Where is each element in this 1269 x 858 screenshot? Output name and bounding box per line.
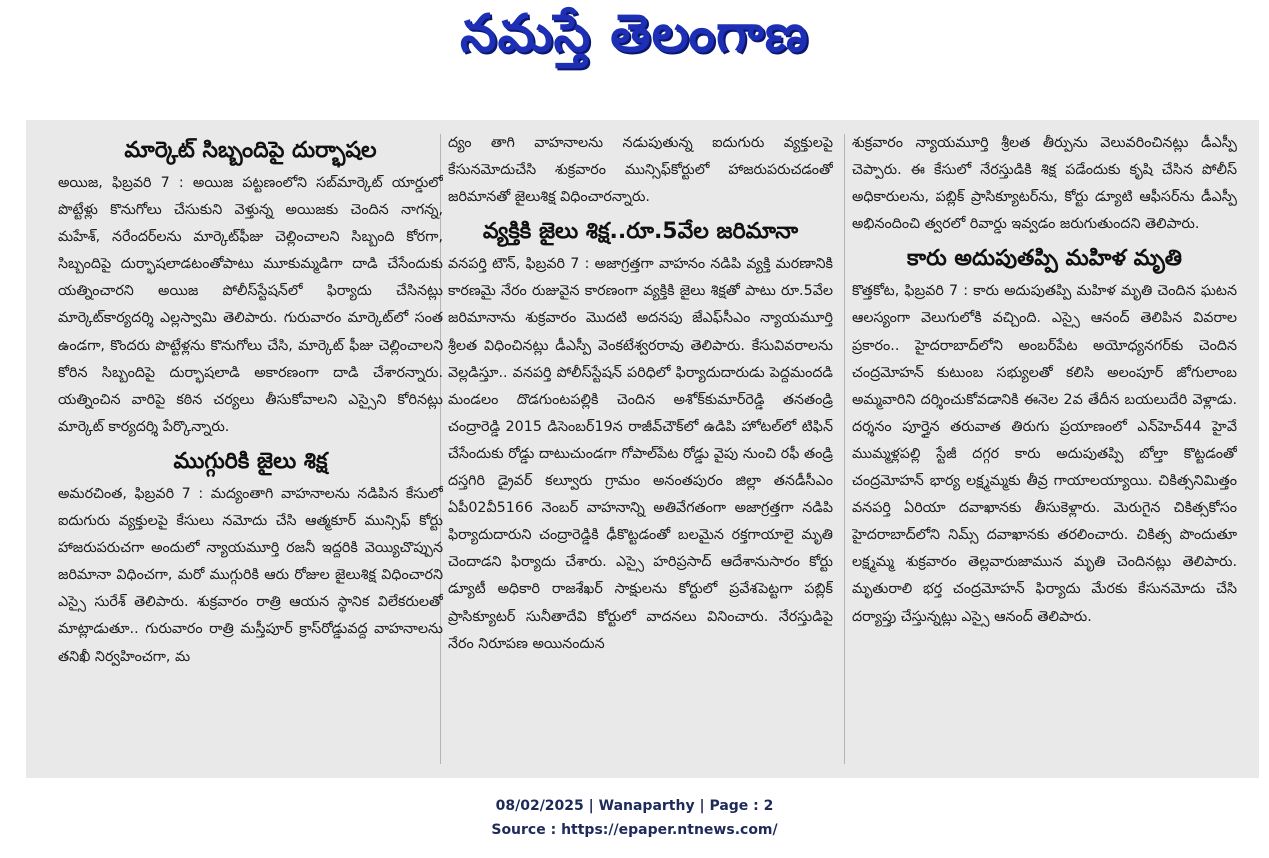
footer-edition-info: 08/02/2025 | Wanaparthy | Page : 2 bbox=[495, 798, 774, 814]
article-jail-fine-body: వనపర్తి టౌన్, ఫిబ్రవరి 7 : అజాగ్రత్తగా వాహనం నడిపి వ్యక్తి మరణానికి కారణమై నేరం రుజువైన కారణంగా వ్యక్తికి జైలు శిక్షతో పాటు రూ.5వేల జరిమానాను శుక్రవారం మొదటి అదనపు జేఎఫ్‌సీఎం న్యాయమూర్తి శ్రీలత విధించినట్లు డీఎస్పీ వెంకటేశ్వరరావు తెలిపారు. కేసువివరాలను వెల్లడిస్తూ.. వనపర్తి పోలీస్‌స్టేషన్ పరిధిలో ఫిర్యాదుదారుడు పెద్దమందడి మండలం దొడగుంటపల్లికి చెందిన అశోక్‌కుమార్‌రెడ్డి తనతండ్రి చంద్రారెడ్డి 2015 డిసెంబర్19న రాజీవ్‌చౌక్‌లో ఉడిపి హోటల్‌లో టిఫిన్ చేసేందుకు రోడ్డు దాటుచుండగా గోపాల్‌పేట రోడ్డు వైపు నుంచి రఫీ తండ్రి దస్తగిరి డ్రైవర్ కల్వూరు గ్రామం అనంతపురం జిల్లా తనడీసీఎం ఏపీ02వీ5166 నెంబర్ వాహనాన్ని అతివేగతంగా అజాగ్రత్తగా నడిపి ఫిర్యాదుదారుని చంద్రారెడ్డికి ఢీకొట్టడంతో బలమైన రక్తగాయాలై మృతి చెందాడని ఫిర్యాదు చేశారు. ఎస్సై హరిప్రసాద్ ఆదేశానుసారం కోర్టు డ్యూటీ అధికారి రాజశేఖర్ సాక్షులను కోర్టులో ప్రవేశపెట్టగా పబ్లిక్ ప్రాసిక్యూటర్ సునీతాదేవి కోర్టులో వాదనలు వినించారు. నేరస్తుడిపై నేరం నిరూపణ అయినందున bbox=[448, 256, 833, 652]
column-divider bbox=[844, 134, 845, 764]
article-market-staff-body: అయిజ, ఫిబ్రవరి 7 : అయిజ పట్టణంలోని సబ్‌మార్కెట్ యార్డులో పొట్టేళ్లు కొనుగోలు చేసుకుని వెళ్తున్న అయిజకు చెందిన నాగన్న, మహేశ్, నరేందర్‌లను మార్కెట్‌ఫీజు చెల్లించాలని సిబ్బంది కోరగా, సిబ్బందిపై దుర్భాషలాడటంతోపాటు మూకుమ్మడిగా దాడి చేసేందుకు యత్నించారని అయిజ పోలీస్‌స్టేషన్‌లో ఫిర్యాదు చేసినట్లు మార్కెట్‌కార్యదర్శి ఎల్లస్వామి తెలిపారు. గురువారం మార్కెట్‌లో సంత ఉండగా, కొందరు పొట్టేళ్లను కొనుగోలు చేసి, మార్కెట్ ఫీజు చెల్లించాలని కోరిన సిబ్బందిపై దుర్భాషలాడి అకారణంగా దాడి చేశారన్నారు. యత్నించిన వారిపై కఠిన చర్యలు తీసుకోవాలని ఎస్సైని కోరినట్లు మార్కెట్ కార్యదర్శి పేర్కొన్నారు. bbox=[58, 175, 443, 435]
footer-source-link[interactable]: Source : https://epaper.ntnews.com/ bbox=[491, 822, 778, 838]
article-car-accident-body: కొత్తకోట, ఫిబ్రవరి 7 : కారు అదుపుతప్పి మహిళ మృతి చెందిన ఘటన ఆలస్యంగా వెలుగులోకి వచ్చింది. ఎస్సై ఆనంద్ తెలిపిన వివరాల ప్రకారం.. హైదరాబాద్‌లోని అంబర్‌పేట అయోధ్యనగర్‌కు చెందిన చంద్రమోహన్ కుటుంబ సభ్యులతో కలిసి అలంపూర్ జోగులాంబ అమ్మవారిని దర్శించుకోవడానికి ఈనెల 2వ తేదీన బయలుదేరి వెళ్లాడు. దర్శనం పూర్తైన తరువాత తిరుగు ప్రయాణంలో ఎన్‌హెచ్44 హైవే ముమ్మళ్లపల్లి స్టేజీ దగ్గర కారు అదుపుతప్పి బోల్తా కొట్టడంతో చంద్రమోహన్ భార్య లక్ష్మమ్మకు తీవ్ర గాయాలయ్యాయి. చికిత్సనిమిత్తం వనపర్తి ఏరియా దవాఖానకు తీసుకెళ్లారు. మెరుగైన చికిత్సకోసం హైదరాబాద్‌లోని నిమ్స్ దవాఖానకు తరలించారు. చికిత్స పొందుతూ లక్ష్మమ్మ శుక్రవారం తెల్లవారుజామున మృతి చెందినట్లు తెలిపారు. మృతురాలి భర్త చంద్రమోహన్ ఫిర్యాదు మేరకు కేసునమోదు చేసి దర్యాప్తు చేస్తున్నట్లు ఎస్సై ఆనంద్ తెలిపారు. bbox=[852, 283, 1237, 625]
source-footer bbox=[0, 794, 1269, 842]
headline-three-jailed: ముగ్గురికి జైలు శిక్ష bbox=[173, 448, 328, 474]
column-3 bbox=[852, 130, 1237, 772]
news-clipping bbox=[26, 120, 1259, 778]
column-2 bbox=[448, 130, 833, 772]
article-three-jailed-continued: ద్యం తాగి వాహనాలను నడుపుతున్న ఐదుగురు వ్యక్తులపై కేసునమోదుచేసి శుక్రవారం మున్సిఫ్‌కోర్టులో హాజరుపరుచడంతో జరిమానతో జైలుశిక్ష విధించారన్నారు. bbox=[448, 135, 833, 206]
article-three-jailed-body: అమరచింత, ఫిబ్రవరి 7 : మద్యంతాగి వాహనాలను నడిపిన కేసులో ఐదుగురు వ్యక్తులపై కేసులు నమోదు చేసి ఆత్మకూర్ మున్సిఫ్ కోర్టు హాజరుపరుచగా అందులో న్యాయమూర్తి రజనీ ఇద్దరికి వెయ్యిచొప్పున జరిమానా విధించగా, మరో ముగ్గురికి ఆరు రోజుల జైలుశిక్ష విధించారని ఎస్సై సురేశ్ తెలిపారు. శుక్రవారం రాత్రి ఆయన స్థానిక విలేకరులతో మాట్లాడుతూ.. గురువారం రాత్రి మస్తీపూర్ క్రాస్‌రోడ్డువద్ద వాహనాలను తనిఖీ నిర్వహించగా, మ bbox=[58, 485, 443, 665]
headline-car-accident: కారు అదుపుతప్పి మహిళ మృతి bbox=[907, 246, 1182, 272]
headline-market-staff: మార్కెట్ సిబ్బందిపై దుర్భాషల bbox=[124, 138, 377, 163]
masthead bbox=[0, 0, 1269, 100]
column-1 bbox=[58, 130, 443, 772]
article-jail-fine-continued: శుక్రవారం న్యాయమూర్తి శ్రీలత తీర్పును వెలువరించినట్లు డీఎస్పీ చెప్పారు. ఈ కేసులో నేరస్తుడికి శిక్ష పడేందుకు కృషి చేసిన పోలీస్ అధికారులను, పబ్లిక్ ప్రాసిక్యూటర్‌ను, కోర్టు డ్యూటి ఆఫీసర్‌ను డీఎస్పీ అభినందించి త్వరలో రివార్డు ఇవ్వడం జరుగుతుందని తెలిపారు. bbox=[852, 135, 1237, 233]
newspaper-logo: నమస్తే తెలంగాణ bbox=[460, 4, 809, 64]
headline-jail-fine: వ్యక్తికి జైలు శిక్ష..రూ.5వేల జరిమానా bbox=[482, 219, 799, 245]
